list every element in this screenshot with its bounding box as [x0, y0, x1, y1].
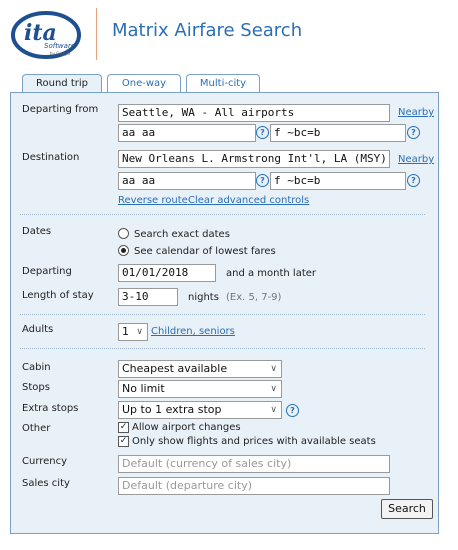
exact-dates-label: Search exact dates	[134, 229, 230, 240]
tab-round-trip[interactable]: Round trip	[22, 74, 102, 93]
stops-label: Stops	[22, 382, 50, 393]
extra-stops-value: Up to 1 extra stop	[122, 403, 222, 416]
help-icon[interactable]: ?	[256, 174, 269, 187]
ita-software-logo	[10, 8, 82, 60]
tab-one-way[interactable]: One-way	[107, 74, 181, 92]
currency-input[interactable]: Default (currency of sales city)	[118, 455, 390, 473]
clear-advanced-controls-link[interactable]: Clear advanced controls	[188, 195, 310, 206]
sales-city-input[interactable]: Default (departure city)	[118, 477, 390, 495]
departing-routing-input[interactable]: f ~bc=b	[270, 124, 406, 142]
available-seats-label: Only show flights and prices with available seats	[132, 436, 376, 447]
departing-from-input[interactable]: Seattle, WA - All airports	[118, 104, 390, 122]
calendar-radio[interactable]	[118, 245, 129, 256]
chevron-down-icon: ∨	[270, 364, 277, 374]
departing-date-input[interactable]: 01/01/2018	[118, 264, 216, 282]
help-icon[interactable]: ?	[407, 126, 420, 139]
page-title: Matrix Airfare Search	[112, 20, 303, 41]
currency-label: Currency	[22, 456, 68, 467]
stay-hint: (Ex. 5, 7-9)	[226, 292, 282, 303]
chevron-down-icon: ∨	[136, 327, 143, 337]
help-icon[interactable]: ?	[407, 174, 420, 187]
departing-date-suffix: and a month later	[226, 268, 317, 279]
departing-codes-input[interactable]: aa aa	[118, 124, 256, 142]
logo-by: by Google	[50, 51, 71, 56]
tab-multi-city[interactable]: Multi-city	[186, 74, 260, 92]
section-divider	[20, 348, 425, 349]
sales-city-label: Sales city	[22, 478, 70, 489]
section-divider	[20, 214, 425, 215]
adults-label: Adults	[22, 324, 54, 335]
destination-label: Destination	[22, 152, 80, 163]
dates-label: Dates	[22, 226, 52, 237]
extra-stops-label: Extra stops	[22, 403, 79, 414]
allow-airport-changes-checkbox[interactable]: ✓	[119, 422, 128, 432]
calendar-label: See calendar of lowest fares	[134, 246, 276, 257]
length-of-stay-label: Length of stay	[22, 290, 94, 301]
destination-routing-input[interactable]: f ~bc=b	[270, 172, 406, 190]
search-button[interactable]: Search	[381, 499, 433, 519]
help-icon[interactable]: ?	[256, 126, 269, 139]
stops-select[interactable]	[118, 380, 282, 398]
chevron-down-icon: ∨	[270, 405, 277, 415]
destination-input[interactable]: New Orleans L. Armstrong Int'l, LA (MSY)	[118, 150, 390, 168]
section-divider	[20, 314, 425, 315]
nights-label: nights	[188, 292, 219, 303]
nearby-destination-link[interactable]: Nearby	[398, 154, 435, 165]
nearby-departing-link[interactable]: Nearby	[398, 107, 435, 118]
logo-sub: Software	[44, 42, 76, 50]
allow-airport-changes-label: Allow airport changes	[132, 422, 241, 433]
children-seniors-link[interactable]: Children, seniors	[151, 326, 235, 337]
available-seats-checkbox[interactable]: ✓	[119, 436, 128, 446]
departing-from-label: Departing from	[22, 104, 99, 115]
help-icon[interactable]: ?	[286, 404, 299, 417]
stops-value: No limit	[122, 382, 165, 395]
length-of-stay-input[interactable]: 3-10	[118, 288, 178, 306]
cabin-label: Cabin	[22, 362, 51, 373]
chevron-down-icon: ∨	[270, 384, 277, 394]
cabin-select[interactable]	[118, 360, 282, 378]
header-divider	[96, 8, 97, 60]
departing-date-label: Departing	[22, 266, 72, 277]
exact-dates-radio[interactable]	[118, 228, 129, 239]
adults-value: 1	[122, 325, 129, 338]
other-label: Other	[22, 423, 51, 434]
destination-codes-input[interactable]: aa aa	[118, 172, 256, 190]
adults-select[interactable]	[118, 323, 148, 341]
extra-stops-select[interactable]	[118, 401, 282, 419]
logo-text: ita	[24, 20, 57, 46]
cabin-value: Cheapest available	[122, 362, 228, 375]
reverse-route-link[interactable]: Reverse route	[118, 195, 188, 206]
